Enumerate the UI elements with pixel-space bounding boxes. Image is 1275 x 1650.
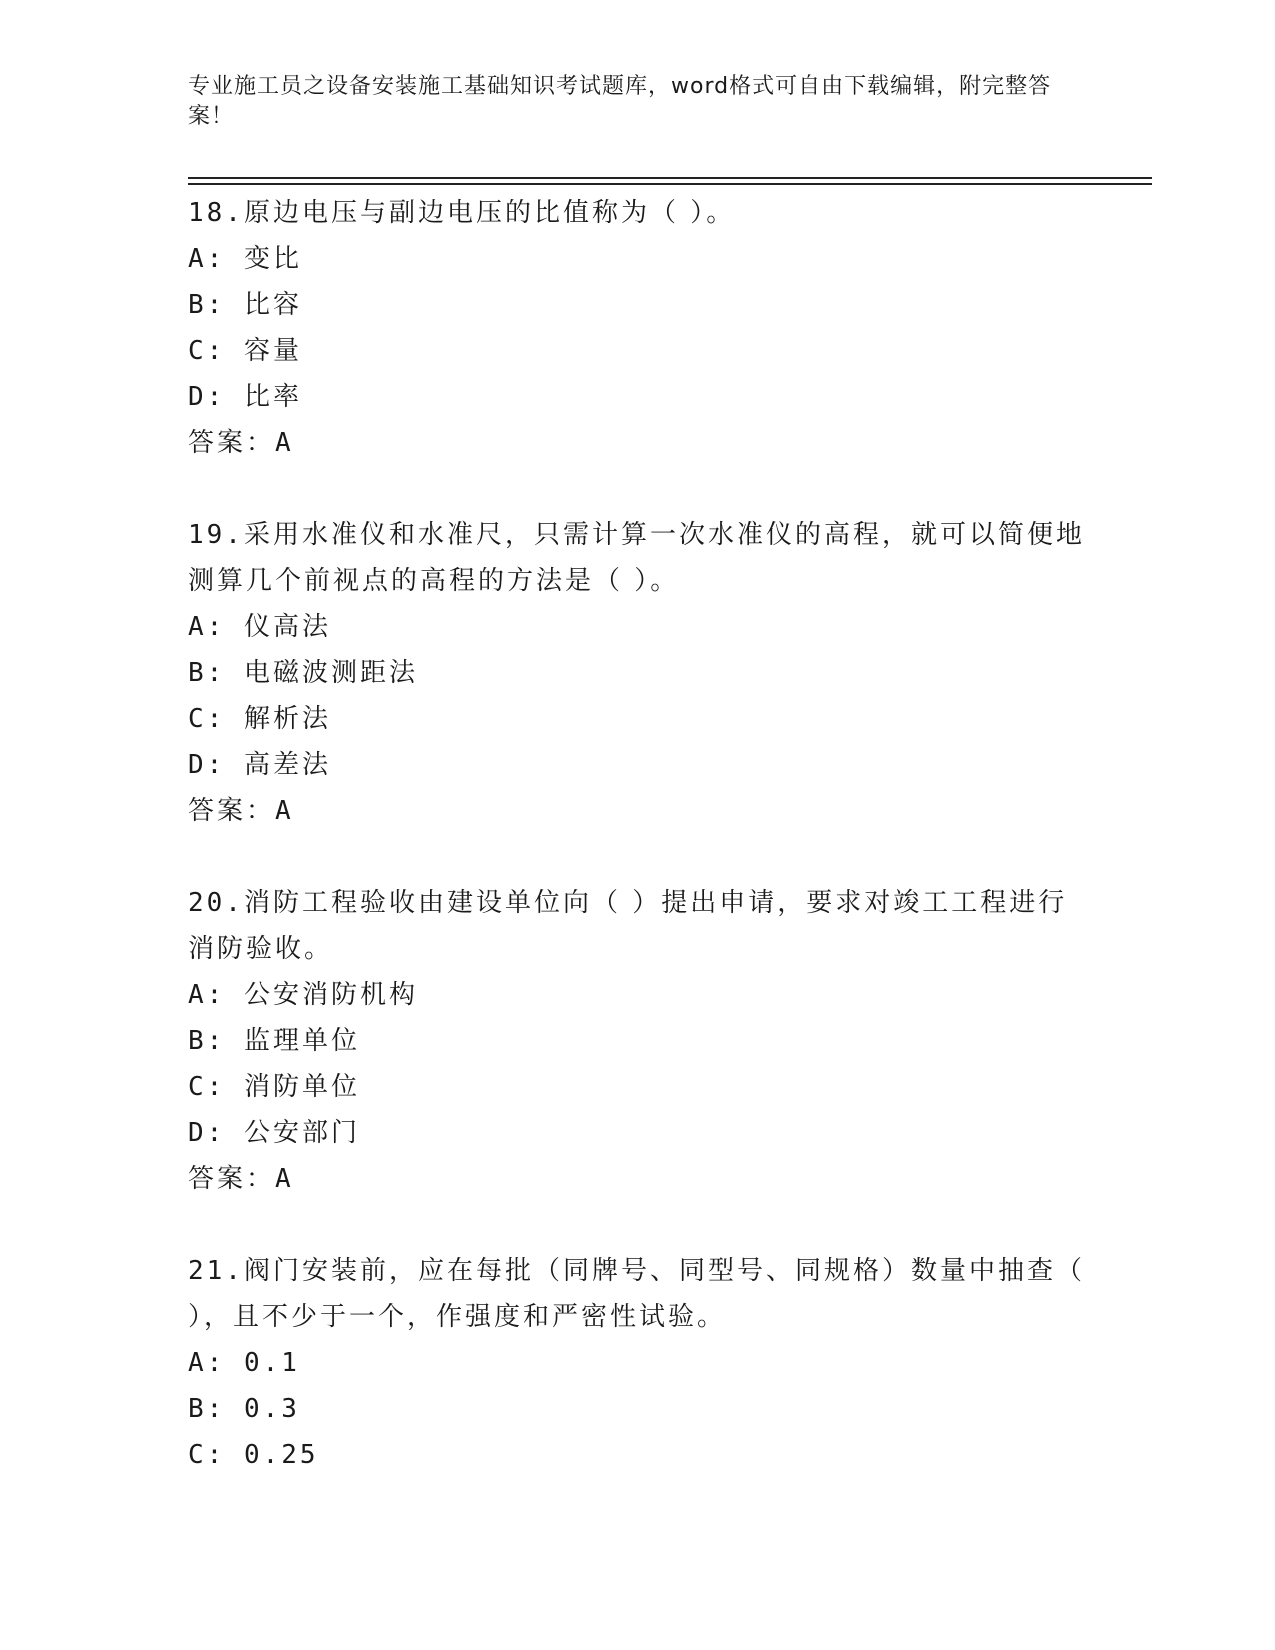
option-label: D: (188, 1118, 226, 1148)
option-text: 监理单位 (243, 1026, 360, 1056)
option-label: D: (188, 750, 226, 780)
option-a (188, 972, 1088, 1018)
question-number: 19. (188, 520, 244, 550)
option-text: 公安消防机构 (243, 980, 418, 1010)
option-c (188, 328, 1088, 374)
question-text: 采用水准仪和水准尺，只需计算一次水准仪的高程，就可以简便地测算几个前视点的高程的方法是（ ）。 (188, 520, 1085, 596)
option-a (188, 604, 1088, 650)
option-c (188, 696, 1088, 742)
answer-value: A (275, 1164, 294, 1194)
option-b (188, 282, 1088, 328)
header-divider-top (188, 177, 1152, 179)
option-label: A: (188, 1348, 226, 1378)
option-b (188, 650, 1088, 696)
answer-label: 答案： (188, 428, 276, 458)
answer-value: A (275, 428, 294, 458)
question-number: 21. (188, 1256, 244, 1286)
option-d (188, 1110, 1088, 1156)
answer-value: A (275, 796, 294, 826)
option-text: 比率 (243, 382, 302, 412)
question-20 (188, 880, 1088, 1202)
question-number: 20. (188, 888, 244, 918)
option-text: 0.1 (243, 1348, 300, 1378)
answer-line (188, 1156, 1088, 1202)
option-text: 比容 (243, 290, 302, 320)
option-label: B: (188, 1394, 226, 1424)
option-a (188, 1340, 1088, 1386)
option-text: 仪高法 (243, 612, 331, 642)
question-number: 18. (188, 198, 244, 228)
option-label: C: (188, 704, 226, 734)
question-list (188, 190, 1088, 1524)
option-label: B: (188, 290, 226, 320)
option-d (188, 742, 1088, 788)
question-stem (188, 512, 1088, 604)
option-text: 电磁波测距法 (243, 658, 418, 688)
answer-line (188, 420, 1088, 466)
option-label: A: (188, 612, 226, 642)
option-text: 容量 (243, 336, 302, 366)
option-label: D: (188, 382, 226, 412)
question-text: 消防工程验收由建设单位向（ ）提出申请，要求对竣工工程进行消防验收。 (188, 888, 1068, 964)
header-divider-bottom (188, 183, 1152, 185)
question-stem (188, 880, 1088, 972)
option-d (188, 374, 1088, 420)
question-text: 原边电压与副边电压的比值称为（ ）。 (243, 198, 736, 228)
option-label: A: (188, 244, 226, 274)
option-text: 公安部门 (243, 1118, 360, 1148)
option-label: B: (188, 658, 226, 688)
option-text: 0.3 (243, 1394, 300, 1424)
option-text: 消防单位 (243, 1072, 360, 1102)
question-18 (188, 190, 1088, 466)
option-label: A: (188, 980, 226, 1010)
document-header: 专业施工员之设备安装施工基础知识考试题库，word格式可自由下载编辑，附完整答案！ (188, 74, 1052, 129)
question-19 (188, 512, 1088, 834)
option-label: B: (188, 1026, 226, 1056)
question-21 (188, 1248, 1088, 1478)
answer-line (188, 788, 1088, 834)
question-stem (188, 190, 1088, 236)
question-stem (188, 1248, 1088, 1340)
option-a (188, 236, 1088, 282)
answer-label: 答案： (188, 1164, 276, 1194)
option-text: 0.25 (243, 1440, 319, 1470)
option-text: 解析法 (243, 704, 331, 734)
option-label: C: (188, 1440, 226, 1470)
option-text: 变比 (243, 244, 302, 274)
question-text: 阀门安装前，应在每批（同牌号、同型号、同规格）数量中抽查（ ），且不少于一个，作强度和严密性试验。 (188, 1256, 1085, 1332)
option-b (188, 1386, 1088, 1432)
option-b (188, 1018, 1088, 1064)
option-c (188, 1064, 1088, 1110)
answer-label: 答案： (188, 796, 276, 826)
option-label: C: (188, 336, 226, 366)
option-label: C: (188, 1072, 226, 1102)
option-c (188, 1432, 1088, 1478)
option-text: 高差法 (243, 750, 331, 780)
